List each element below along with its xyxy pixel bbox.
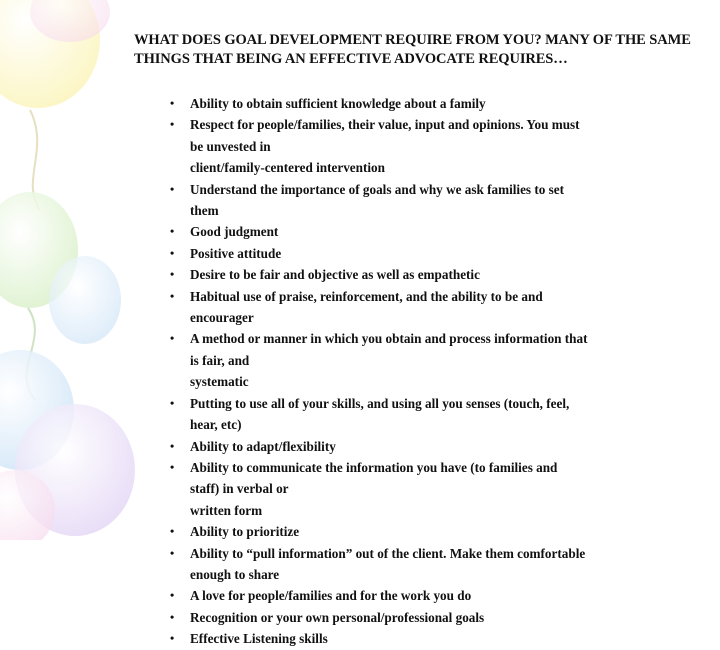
bullet-icon: • (170, 395, 175, 410)
bullet-icon: • (170, 288, 175, 303)
bullet-icon: • (170, 96, 175, 110)
list-item-text: Effective Listening skills (190, 631, 328, 647)
list-item-text: Desire to be fair and objective as well as empathetic (190, 267, 480, 283)
requirements-list (168, 93, 588, 650)
list-item-text-continued: systematic (190, 374, 249, 390)
list-item-text: A method or manner in which you obtain and process information that is fair, and (190, 331, 588, 368)
list-item (168, 328, 588, 392)
list-item-text: Recognition or your own personal/professional goals (190, 609, 485, 625)
list-item (168, 607, 588, 628)
bullet-icon: • (170, 524, 175, 539)
list-item (168, 243, 588, 264)
list-item (168, 457, 588, 521)
heading-line-1: WHAT DOES GOAL DEVELOPMENT REQUIRE FROM YOU? MANY OF THE SAME (134, 32, 691, 48)
bullet-icon: • (170, 331, 175, 346)
list-item (168, 393, 588, 436)
list-item (168, 114, 588, 178)
list-item-text: Ability to prioritize (190, 524, 300, 540)
list-item (168, 93, 588, 114)
list-item-text: Good judgment (190, 224, 279, 240)
bullet-icon: • (170, 267, 175, 282)
slide-heading (134, 31, 691, 69)
bullet-icon: • (170, 245, 175, 260)
list-item (168, 221, 588, 242)
bullet-icon: • (170, 631, 175, 646)
list-item (168, 436, 588, 457)
list-item-text: Ability to communicate the information you have (to families and staff) in verbal or (190, 459, 558, 497)
bullet-icon: • (170, 545, 175, 560)
list-item-text-continued: client/family-centered intervention (190, 160, 385, 176)
list-item (168, 628, 588, 649)
list-item-text: Ability to “pull information” out of the client. Make them comfortable enough to share (190, 545, 586, 582)
bullet-icon: • (170, 438, 175, 453)
heading-line-2: THINGS THAT BEING AN EFFECTIVE ADVOCATE REQUIRES… (134, 51, 568, 67)
list-item (168, 264, 588, 285)
list-item-text: Understand the importance of goals and why we ask families to set them (190, 181, 565, 219)
list-item-text: A love for people/families and for the work you do (190, 588, 472, 604)
list-item-text: Ability to obtain sufficient knowledge about a family (190, 96, 486, 111)
list-item (168, 179, 588, 222)
list-item-text: Ability to adapt/flexibility (190, 438, 336, 454)
balloon-decoration (0, 0, 140, 540)
list-item-text: Respect for people/families, their value, input and opinions. You must be unvested in (190, 117, 580, 154)
list-item (168, 543, 588, 586)
list-item-text: Habitual use of praise, reinforcement, and the ability to be and encourager (190, 288, 543, 326)
list-item (168, 286, 588, 329)
list-item-text: Positive attitude (190, 245, 282, 261)
list-item (168, 585, 588, 606)
list-item-text: Putting to use all of your skills, and using all you senses (touch, feel, hear, etc) (190, 395, 570, 433)
bullet-icon: • (170, 224, 175, 239)
bullet-icon: • (170, 181, 175, 196)
list-item-text-continued: written form (190, 502, 263, 518)
bullet-icon: • (170, 609, 175, 624)
bullet-icon: • (170, 459, 175, 474)
bullet-icon: • (170, 117, 175, 132)
list-item (168, 521, 588, 542)
bullet-icon: • (170, 588, 175, 603)
